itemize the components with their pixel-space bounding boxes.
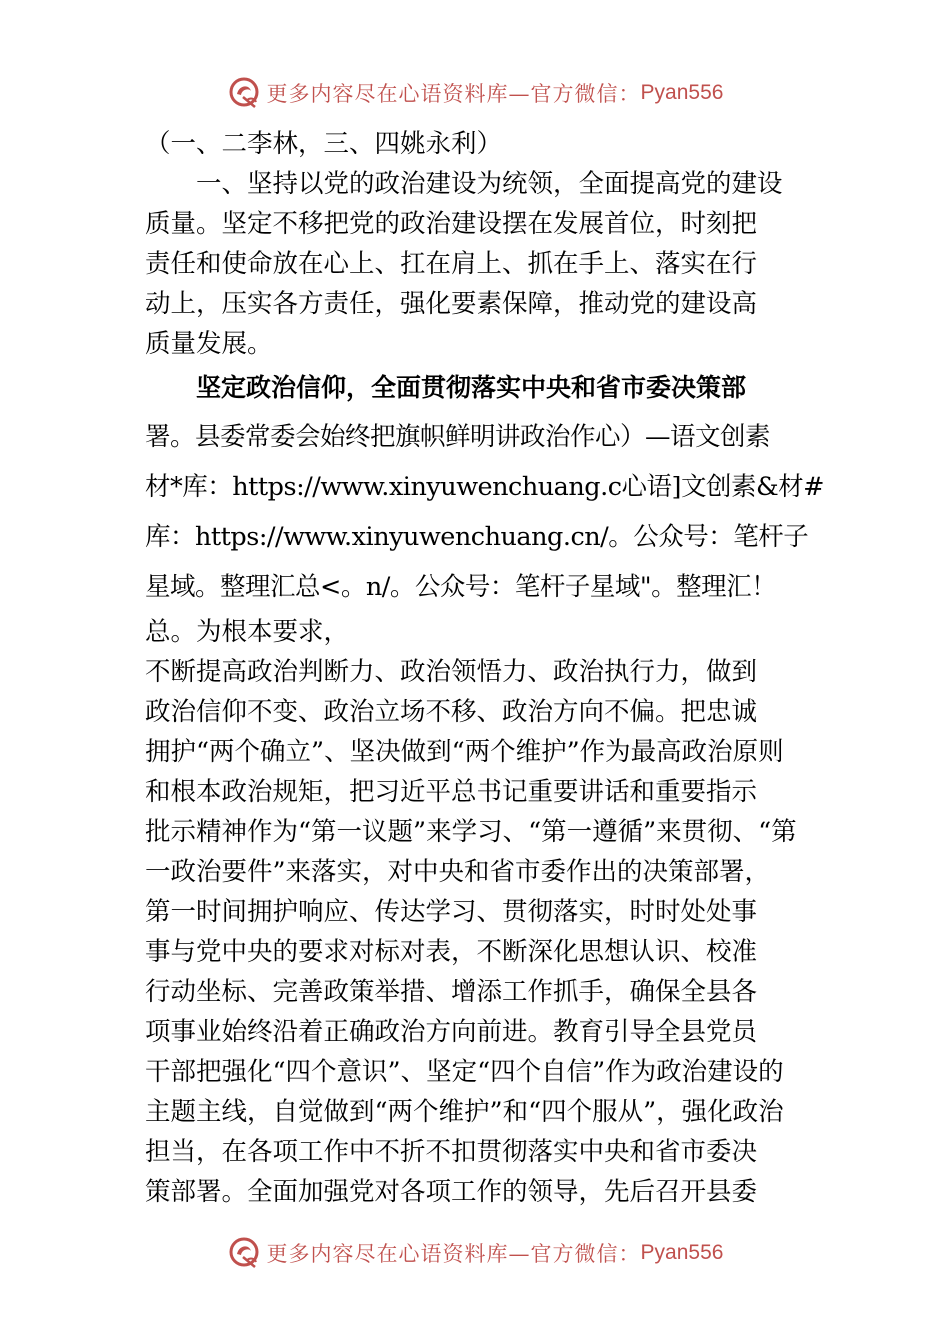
para2-line: 政治信仰不变、政治立场不移、政治方向不偏。把忠诚	[145, 697, 758, 727]
para2-line: 主题主线，自觉做到“两个维护”和“四个服从”，强化政治	[145, 1097, 784, 1127]
para2-line: 一政治要件”来落实，对中央和省市委作出的决策部署，	[145, 857, 771, 887]
para2-line: 事与党中央的要求对标对表，不断深化思想认识、校准	[145, 937, 758, 967]
para2-line: 不断提高政治判断力、政治领悟力、政治执行力，做到	[145, 657, 758, 687]
para2-line: 策部署。全面加强党对各项工作的领导，先后召开县委	[145, 1177, 758, 1207]
scrambled-line: 星域。整理汇总<。n/。公众号：笔杆子星域"。整理汇！	[145, 572, 777, 602]
rose-logo-icon	[227, 75, 263, 111]
para1-line: 动上，压实各方责任，强化要素保障，推动党的建设高	[145, 289, 758, 319]
para1-line: 责任和使命放在心上、扛在肩上、抓在手上、落实在行	[145, 249, 758, 279]
para2-line: 第一时间拥护响应、传达学习、贯彻落实，时时处处事	[145, 897, 758, 927]
para2-line: 干部把强化“四个意识”、坚定“四个自信”作为政治建设的	[145, 1057, 784, 1087]
watermark-text: 更多内容尽在心语资料库—官方微信：	[266, 1242, 641, 1266]
scrambled-line: 署。县委常委会始终把旗帜鲜明讲政治作心）—语文创素	[145, 422, 771, 452]
scrambled-line: 材*库：https://www.xinyuwenchuang.c心语]文创素&材#	[145, 472, 825, 502]
para2-line: 项事业始终沿着正确政治方向前进。教育引导全县党员	[145, 1017, 758, 1047]
para2-line: 拥护“两个确立”、坚决做到“两个维护”作为最高政治原则	[145, 737, 784, 767]
para2-line: 担当，在各项工作中不折不扣贯彻落实中央和省市委决	[145, 1137, 758, 1167]
para2-line: 和根本政治规矩，把习近平总书记重要讲话和重要指示	[145, 777, 758, 807]
scrambled-line: 总。为根本要求，	[145, 617, 350, 647]
para2-line: 批示精神作为“第一议题”来学习、“第一遵循”来贯彻、“第	[145, 817, 797, 847]
para1-line: 质量。坚定不移把党的政治建设摆在发展首位，时刻把	[145, 209, 758, 239]
para1-line: 质量发展。	[145, 329, 273, 359]
section-heading: 坚定政治信仰，全面贯彻落实中央和省市委决策部	[196, 373, 747, 402]
wechat-id: Pyan556	[640, 81, 724, 104]
document-body	[145, 124, 825, 1212]
para2-line: 行动坐标、完善政策举措、增添工作抓手，确保全县各	[145, 977, 758, 1007]
wechat-id: Pyan556	[640, 1241, 724, 1264]
para1-line: 一、坚持以党的政治建设为统领，全面提高党的建设	[196, 169, 783, 199]
watermark-banner-top	[0, 73, 950, 113]
intro-line: （一、二李林，三、四姚永利）	[145, 129, 503, 159]
watermark-text: 更多内容尽在心语资料库—官方微信：	[266, 82, 641, 106]
watermark-banner-bottom	[0, 1233, 950, 1273]
rose-logo-icon	[227, 1235, 263, 1271]
scrambled-line: 库：https://www.xinyuwenchuang.cn/。公众号：笔杆子	[145, 522, 809, 552]
